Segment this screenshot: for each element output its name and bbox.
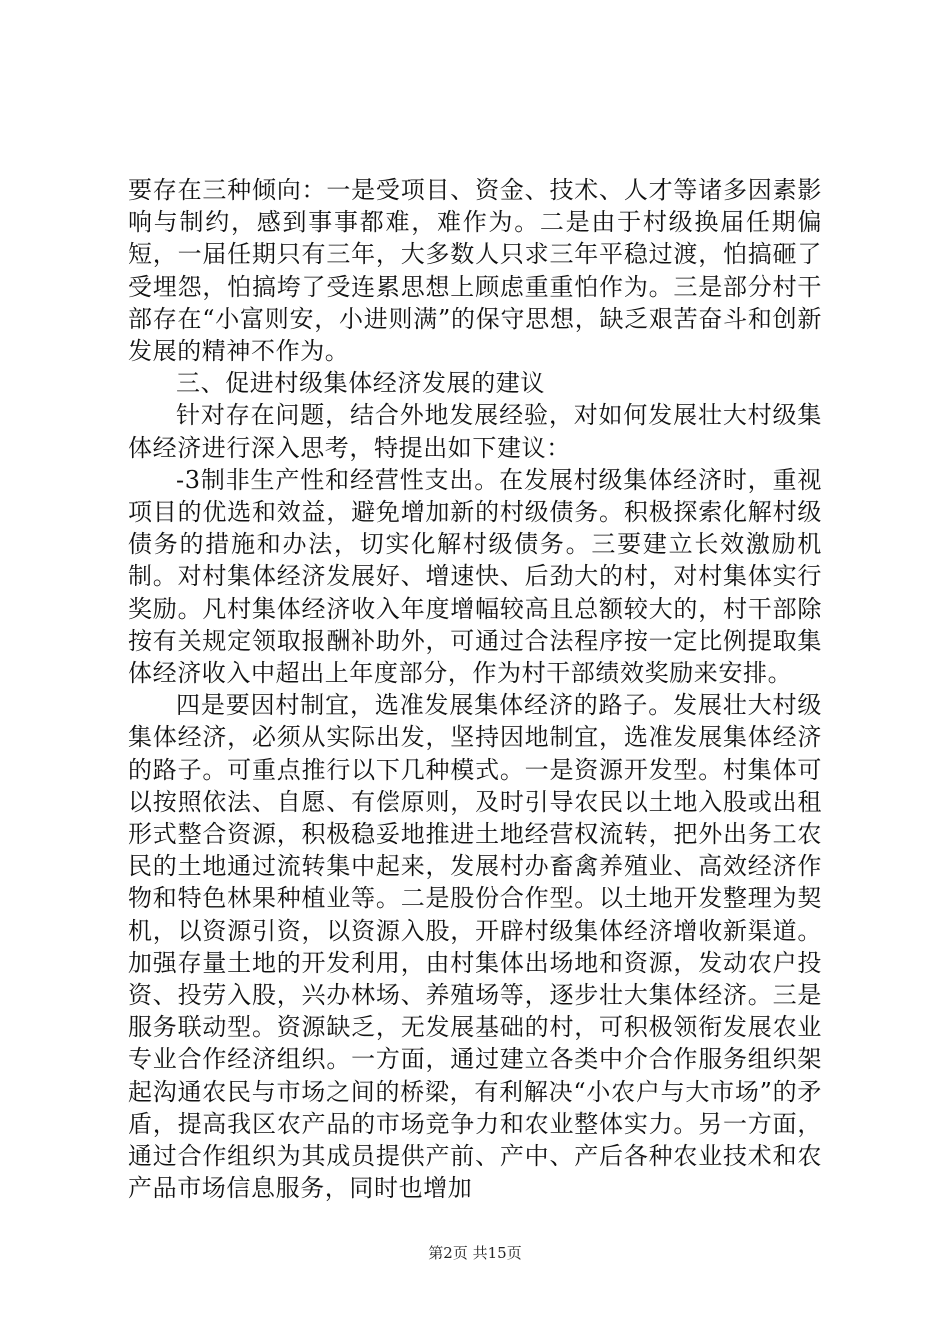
paragraph-continuation: 要存在三种倾向：一是受项目、资金、技术、人才等诸多因素影响与制约，感到事事都难，难作为。二是由于村级换届任期偏短，一届任期只有三年，大多数人只求三年平稳过渡，怕搞砸了受埋怨，怕搞垮了受连累思想上顾虑重重怕作为。三是部分村干部存在“小富则安，小进则满”的保守思想，缺乏艰苦奋斗和创新发展的精神不作为。 xyxy=(128,176,822,366)
paragraph-development-models: 四是要因村制宜，选准发展集体经济的路子。发展壮大村级集体经济，必须从实际出发，坚持因地制宜，选准发展集体经济的路子。可重点推行以下几种模式。一是资源开发型。村集体可以按照依法、自愿、有偿原则，及时引导农民以土地入股或出租形式整合资源，积极稳妥地推进土地经营权流转，把外出务工农民的土地通过流转集中起来，发展村办畜禽养殖业、高效经济作物和特色林果种植业等。二是股份合作型。以土地开发整理为契机，以资源引资，以资源入股，开辟村级集体经济增收新渠道。加强存量土地的开发利用，由村集体出场地和资源，发动农户投资、投劳入股，兴办林场、养殖场等，逐步壮大集体经济。三是服务联动型。资源缺乏，无发展基础的村，可积极领衔发展农业专业合作经济组织。一方面，通过建立各类中介合作服务组织架起沟通农民与市场之间的桥梁，有利解决“小农户与大市场”的矛盾，提高我区农产品的市场竞争力和农业整体实力。另一方面，通过合作组织为其成员提供产前、产中、产后各种农业技术和农产品市场信息服务，同时也增加 xyxy=(128,691,822,1203)
document-body xyxy=(128,174,822,1205)
section-heading: 三、促进村级集体经济发展的建议 xyxy=(176,369,545,398)
page-footer: 第2页 共15页 xyxy=(428,1244,522,1262)
paragraph-intro: 针对存在问题，结合外地发展经验，对如何发展壮大村级集体经济进行深入思考，特提出如下建议： xyxy=(128,401,822,462)
paragraph-expenditure: -3制非生产性和经营性支出。在发展村级集体经济时，重视项目的优选和效益，避免增加新的村级债务。积极探索化解村级债务的措施和办法，切实化解村级债务。三要建立长效激励机制。对村集体经济发展好、增速快、后劲大的村，对村集体实行奖励。凡村集体经济收入年度增幅较高且总额较大的，村干部除按有关规定领取报酬补助外，可通过合法程序按一定比例提取集体经济收入中超出上年度部分，作为村干部绩效奖励来安排。 xyxy=(128,465,822,688)
